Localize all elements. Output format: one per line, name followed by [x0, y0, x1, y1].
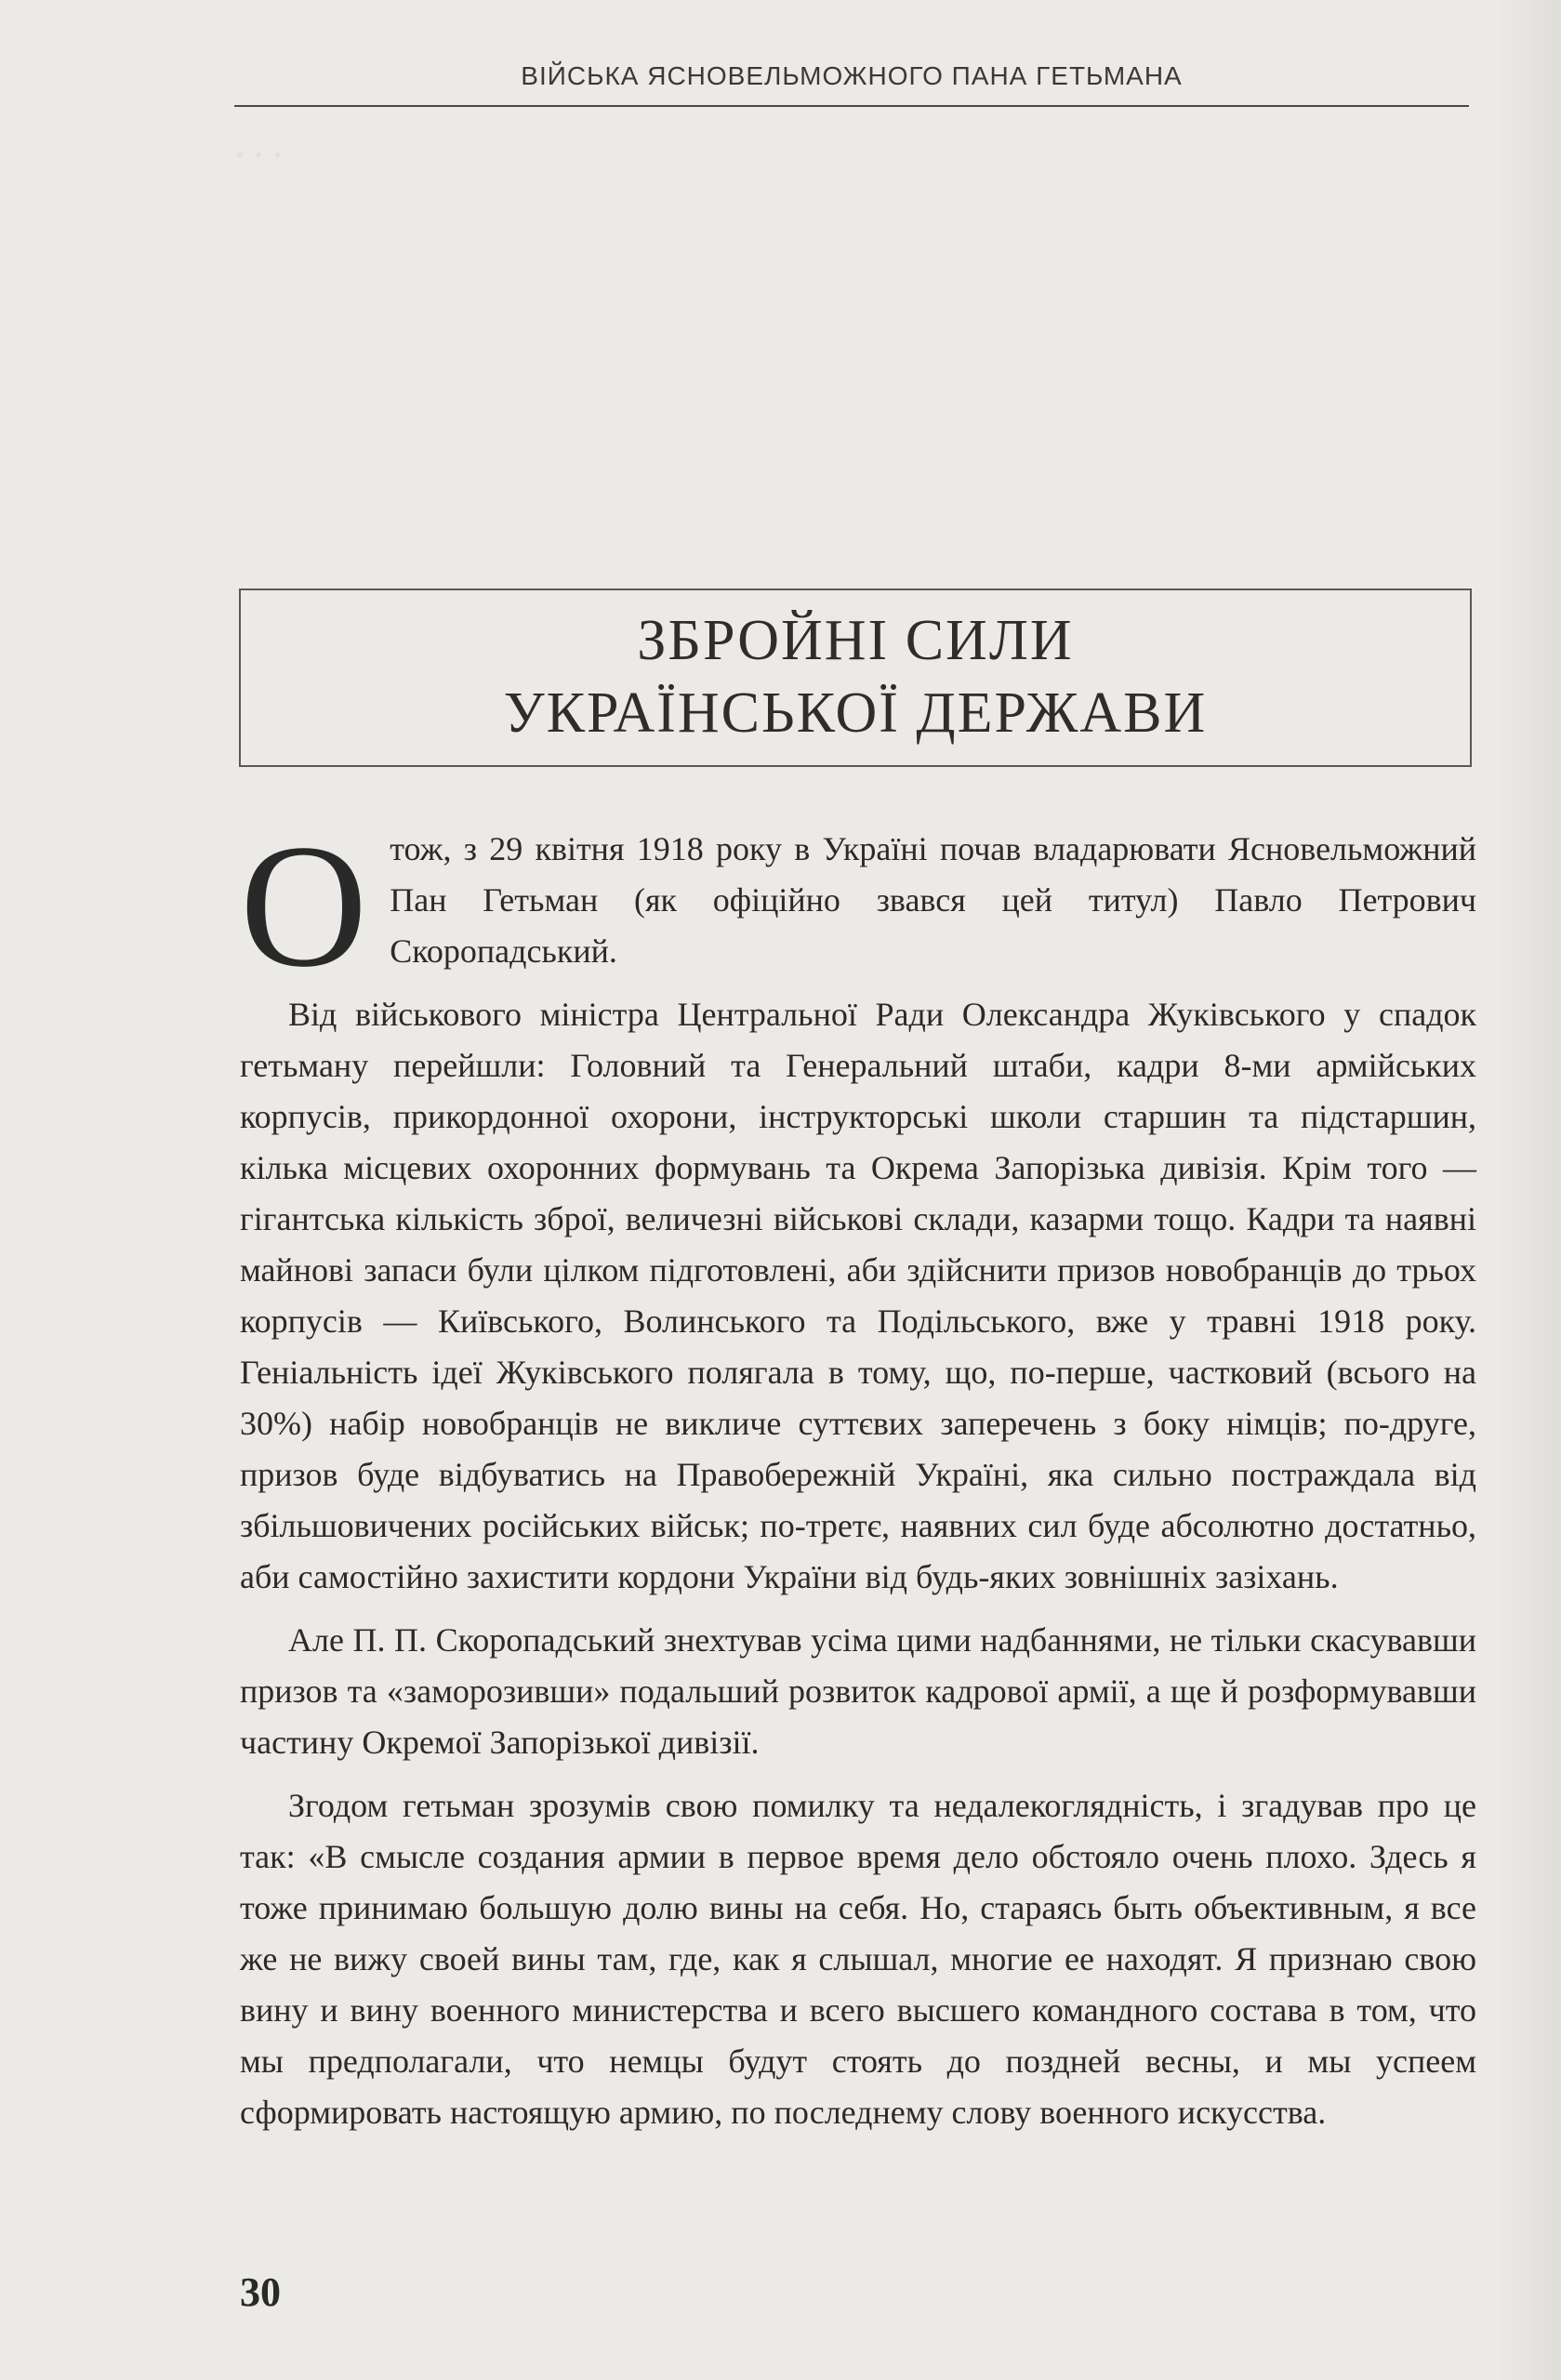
- paragraph-4: Згодом гетьман зрозумів свою помилку та недалекоглядність, і згадував про це так: «В смысле создания армии в первое время дело обстояло очень плохо. Здесь я тоже принимаю большую долю вины на себя. Но, стараясь быть объективным, я все же не вижу своей вины там, где, как я слышал, многие ее находят. Я признаю свою вину и вину военного министерства и всего высшего командного состава в том, что мы предполагали, что немцы будут стоять до поздней весны, и мы успеем сформировать настоящую армию, по последнему слову военного искусства.: [240, 1787, 1476, 2131]
- header-rule: [234, 105, 1469, 107]
- drop-cap: О: [240, 809, 368, 1004]
- paragraph-2: Від військового міністра Центральної Ради Олександра Жуківського у спадок гетьману перейшли: Головний та Генеральний штаби, кадри 8-ми армійських корпусів, прикордонної охорони, інструкторські школи старшин та підстаршин, кілька місцевих охоронних формувань та Окрема Запорізька дивізія. Крім того — гігантська кількість зброї, величезні військові склади, казарми тощо. Кадри та наявні майнові запаси були цілком підготовлені, аби здійснити призов новобранців до трьох корпусів — Київського, Волинського та Подільського, вже у травні 1918 року. Геніальність ідеї Жуківського полягала в тому, що, по-перше, частковий (всього на 30%) набір новобранців не викличе суттєвих заперечень з боку німців; по-друге, призов буде відбуватись на Правобережній Україні, яка сильно постраждала від збільшовичених російських військ; по-третє, наявних сил буде абсолютно достатньо, аби самостійно захистити кордони України від будь-яких зовнішніх зазіхань.: [240, 996, 1476, 1595]
- paragraph-1-text: тож, з 29 квітня 1918 року в Україні почав владарювати Ясновельможний Пан Гетьман (як офіційно звався цей титул) Павло Петрович Скоропадський.: [390, 830, 1476, 970]
- chapter-title-box: [239, 588, 1472, 767]
- page-edge-shadow: [1496, 0, 1561, 2380]
- paragraph-1: [240, 809, 1476, 1004]
- page-number: 30: [240, 2269, 281, 2315]
- running-head: ВІЙСЬКА ЯСНОВЕЛЬМОЖНОГО ПАНА ГЕТЬМАНА: [521, 61, 1183, 90]
- paragraph-3: Але П. П. Скоропадський знехтував усіма цими надбаннями, не тільки скасувавши призов та «заморозивши» подальший розвиток кадрової армії, а ще й розформувавши частину Окремої Запорізької дивізії.: [240, 1621, 1476, 1761]
- show-through-texture: · · ·: [234, 137, 284, 173]
- chapter-title-line-2: УКРАЇНСЬКОЇ ДЕРЖАВИ: [503, 681, 1208, 745]
- body-text: [240, 809, 1476, 2150]
- chapter-title-line-1: ЗБРОЙНІ СИЛИ: [637, 609, 1074, 672]
